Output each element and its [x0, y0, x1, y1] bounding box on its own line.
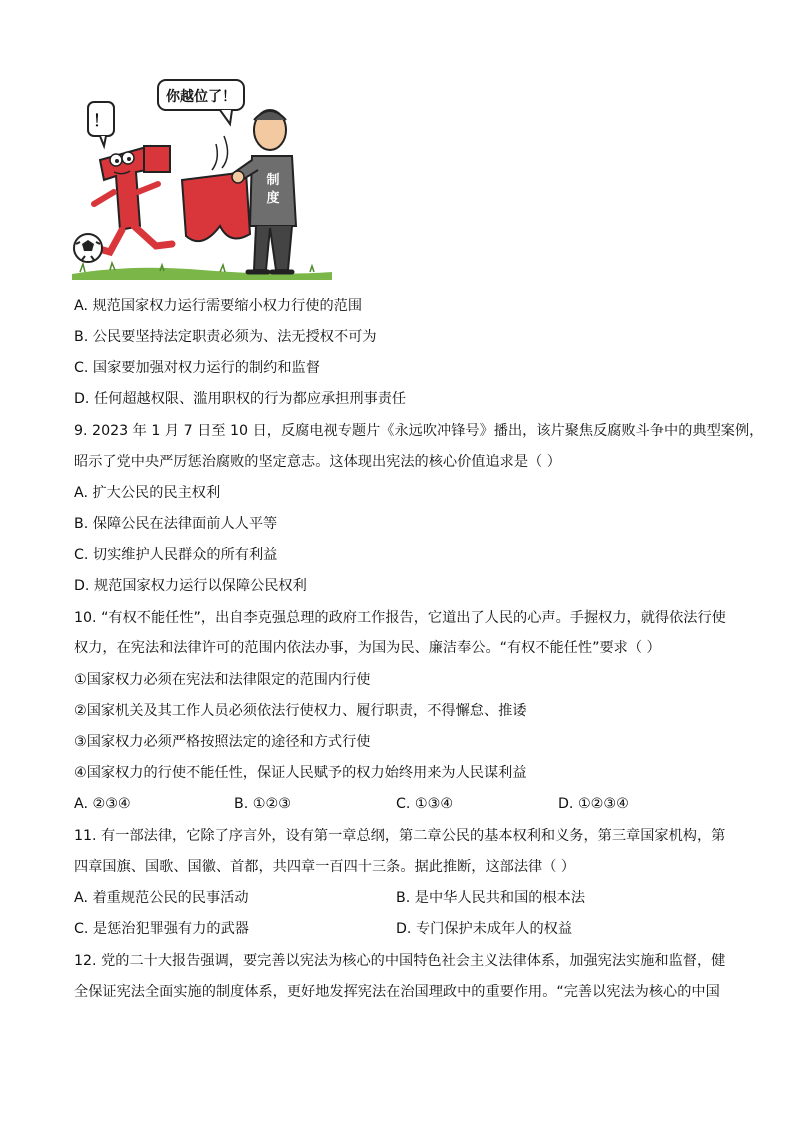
q9-option-c: C. 切实维护人民群众的所有利益: [74, 547, 278, 563]
q9-option-d: D. 规范国家权力运行以保障公民权利: [74, 578, 307, 594]
q10-option-d: D. ①②③④: [558, 796, 629, 812]
q10-item-2: ②国家机关及其工作人员必须依法行使权力、履行职责，不得懈怠、推诿: [74, 703, 527, 719]
vest-char-2: 度: [266, 191, 280, 206]
soccer-ball: [74, 234, 102, 262]
q10-option-b: B. ①②③: [234, 796, 291, 812]
q9-option-b: B. 保障公民在法律面前人人平等: [74, 516, 278, 532]
q11-option-c: C. 是惩治犯罪强有力的武器: [74, 921, 249, 937]
exclaim-text: ！: [92, 111, 110, 130]
red-power-figure: [94, 146, 172, 252]
q8-option-c: C. 国家要加强对权力运行的制约和监督: [74, 360, 320, 376]
cartoon-illustration: [70, 76, 334, 282]
q11-option-d: D. 专门保护未成年人的权益: [396, 921, 573, 937]
q10-item-3: ③国家权力必须严格按照法定的途径和方式行使: [74, 734, 371, 750]
q8-option-a: A. 规范国家权力运行需要缩小权力行使的范围: [74, 298, 363, 314]
q8-option-d: D. 任何超越权限、滥用职权的行为都应承担刑事责任: [74, 391, 407, 407]
q9-stem-line-1: 9. 2023 年 1 月 7 日至 10 日，反腐电视专题片《永远吹冲锋号》播出，该片聚焦反腐败斗争中的典型案例，: [74, 423, 764, 439]
q12-stem-line-1: 12. 党的二十大报告强调，要完善以宪法为核心的中国特色社会主义法律体系，加强宪法实施和监督，健: [74, 953, 726, 969]
q10-option-c: C. ①③④: [396, 796, 454, 812]
q10-stem-line-2: 权力，在宪法和法律许可的范围内依法办事，为国为民、廉洁奉公。“有权不能任性”要求（ ）: [74, 640, 661, 656]
q10-stem-line-1: 10. “有权不能任性”，出自李克强总理的政府工作报告，它道出了人民的心声。手握权力，就得依法行使: [74, 610, 726, 626]
q9-option-a: A. 扩大公民的民主权利: [74, 485, 221, 501]
q10-option-a: A. ②③④: [74, 796, 131, 812]
q10-item-4: ④国家权力的行使不能任性，保证人民赋予的权力始终用来为人民谋利益: [74, 765, 527, 781]
q11-option-b: B. 是中华人民共和国的根本法: [396, 890, 586, 906]
q11-stem-line-1: 11. 有一部法律，它除了序言外，设有第一章总纲，第二章公民的基本权利和义务，第三章国家机构，第: [74, 828, 726, 844]
q9-stem-line-2: 昭示了党中央严厉惩治腐败的坚定意志。这体现出宪法的核心价值追求是（ ）: [74, 454, 561, 470]
q11-option-a: A. 着重规范公民的民事活动: [74, 890, 249, 906]
speech-text: 你越位了！: [166, 89, 236, 105]
q12-stem-line-2: 全保证宪法全面实施的制度体系，更好地发挥宪法在治国理政中的重要作用。“完善以宪法为核心的中国: [74, 984, 720, 1000]
q8-option-b: B. 公民要坚持法定职责必须为、法无授权不可为: [74, 329, 377, 345]
q11-stem-line-2: 四章国旗、国歌、国徽、首都，共四章一百四十三条。据此推断，这部法律（ ）: [74, 859, 576, 875]
q10-item-1: ①国家权力必须在宪法和法律限定的范围内行使: [74, 672, 371, 688]
vest-char-1: 制: [266, 173, 280, 188]
